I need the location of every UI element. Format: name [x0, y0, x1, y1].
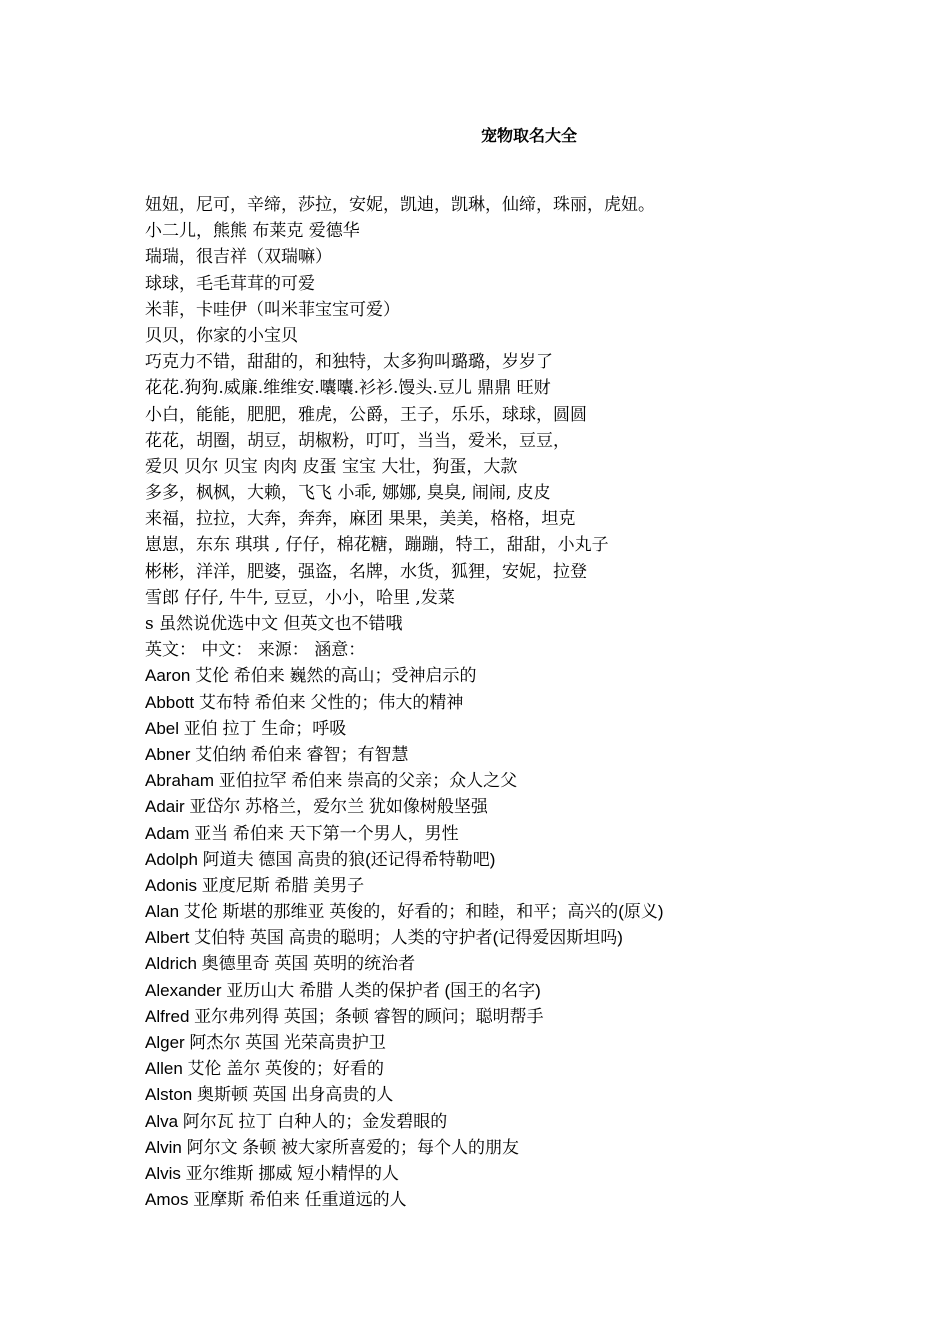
list-line: Adair 亚岱尔 苏格兰，爱尔兰 犹如像树般坚强 [145, 797, 488, 817]
list-line: Alger 阿杰尔 英国 光荣高贵护卫 [145, 1033, 386, 1052]
list-line: Abraham 亚伯拉罕 希伯来 崇高的父亲；众人之父 [145, 771, 518, 791]
document-title: 宠物取名大全 [480, 126, 577, 145]
list-line: Alexander 亚历山大 希腊 人类的保护者 (国王的名字) [145, 980, 541, 1000]
list-line: 巧克力不错，甜甜的，和独特，太多狗叫璐璐，岁岁了 [145, 352, 553, 373]
list-line: 米菲，卡哇伊（叫米菲宝宝可爱） [145, 299, 400, 320]
list-line: s 虽然说优选中文 但英文也不错哦 [145, 614, 403, 634]
list-line: 爱贝 贝尔 贝宝 肉肉 皮蛋 宝宝 大壮，狗蛋，大款 [145, 456, 518, 477]
list-line: Alfred 亚尔弗列得 英国；条顿 睿智的顾问；聪明帮手 [145, 1006, 544, 1026]
name-list [145, 192, 925, 1213]
list-line: 球球，毛毛茸茸的可爱 [145, 273, 315, 294]
list-line: Amos 亚摩斯 希伯来 任重道远的人 [145, 1190, 407, 1210]
list-line: Alva 阿尔瓦 拉丁 白种人的；金发碧眼的 [145, 1111, 448, 1131]
list-line: 小二儿，熊熊 布莱克 爱德华 [145, 221, 360, 242]
list-line: Alston 奥斯顿 英国 出身高贵的人 [145, 1085, 394, 1105]
list-line: 崽崽，东东 琪琪 , 仔仔，棉花糖，蹦蹦，特工，甜甜，小丸子 [145, 535, 609, 556]
list-line: 花花.狗狗.威廉.维维安.囔囔.衫衫.馒头.豆儿 鼎鼎 旺财 [145, 378, 551, 399]
list-line: Albert 艾伯特 英国 高贵的聪明；人类的守护者(记得爱因斯坦吗) [145, 928, 623, 948]
list-line: 瑞瑞，很吉祥（双瑞嘛） [145, 247, 332, 268]
list-line: Abner 艾伯纳 希伯来 睿智；有智慧 [145, 744, 409, 764]
list-line: Abel 亚伯 拉丁 生命；呼吸 [145, 718, 347, 738]
list-line: Alan 艾伦 斯堪的那维亚 英俊的，好看的；和睦，和平；高兴的(原义) [145, 902, 664, 922]
list-line: Aldrich 奥德里奇 英国 英明的统治者 [145, 954, 416, 974]
list-line: 花花，胡圈，胡豆，胡椒粉，叮叮，当当，爱米，豆豆， [145, 430, 570, 451]
list-line: 妞妞，尼可，辛缔，莎拉，安妮，凯迪，凯琳，仙缔，珠丽，虎妞。 [145, 195, 655, 215]
list-line: 多多，枫枫，大赖，飞飞 小乖, 娜娜, 臭臭, 闹闹, 皮皮 [145, 483, 551, 504]
list-line: Allen 艾伦 盖尔 英俊的；好看的 [145, 1059, 384, 1079]
list-line: 英文： 中文： 来源： 涵意： [145, 640, 366, 661]
list-line: Alvin 阿尔文 条顿 被大家所喜爱的；每个人的朋友 [145, 1137, 520, 1157]
list-line: Adonis 亚度尼斯 希腊 美男子 [145, 875, 365, 895]
list-line: Adolph 阿道夫 德国 高贵的狼(还记得希特勒吧) [145, 849, 496, 869]
list-line: 贝贝，你家的小宝贝 [145, 325, 298, 346]
list-line: Adam 亚当 希伯来 天下第一个男人，男性 [145, 823, 459, 843]
list-line: Alvis 亚尔维斯 挪威 短小精悍的人 [145, 1163, 400, 1183]
list-line: 雪郎 仔仔, 牛牛, 豆豆，小小，哈里 ,发菜 [145, 587, 455, 608]
list-line: 彬彬，洋洋，肥婆，强盗，名牌，水货，狐狸，安妮，拉登 [145, 561, 587, 582]
list-line: 小白，能能，肥肥，雅虎，公爵，王子，乐乐，球球，圆圆 [145, 404, 587, 425]
list-line: 来福，拉拉，大奔，奔奔，麻团 果果，美美，格格，坦克 [145, 509, 576, 530]
list-line: Aaron 艾伦 希伯来 巍然的高山；受神启示的 [145, 666, 477, 686]
list-line: Abbott 艾布特 希伯来 父性的；伟大的精神 [145, 692, 464, 712]
